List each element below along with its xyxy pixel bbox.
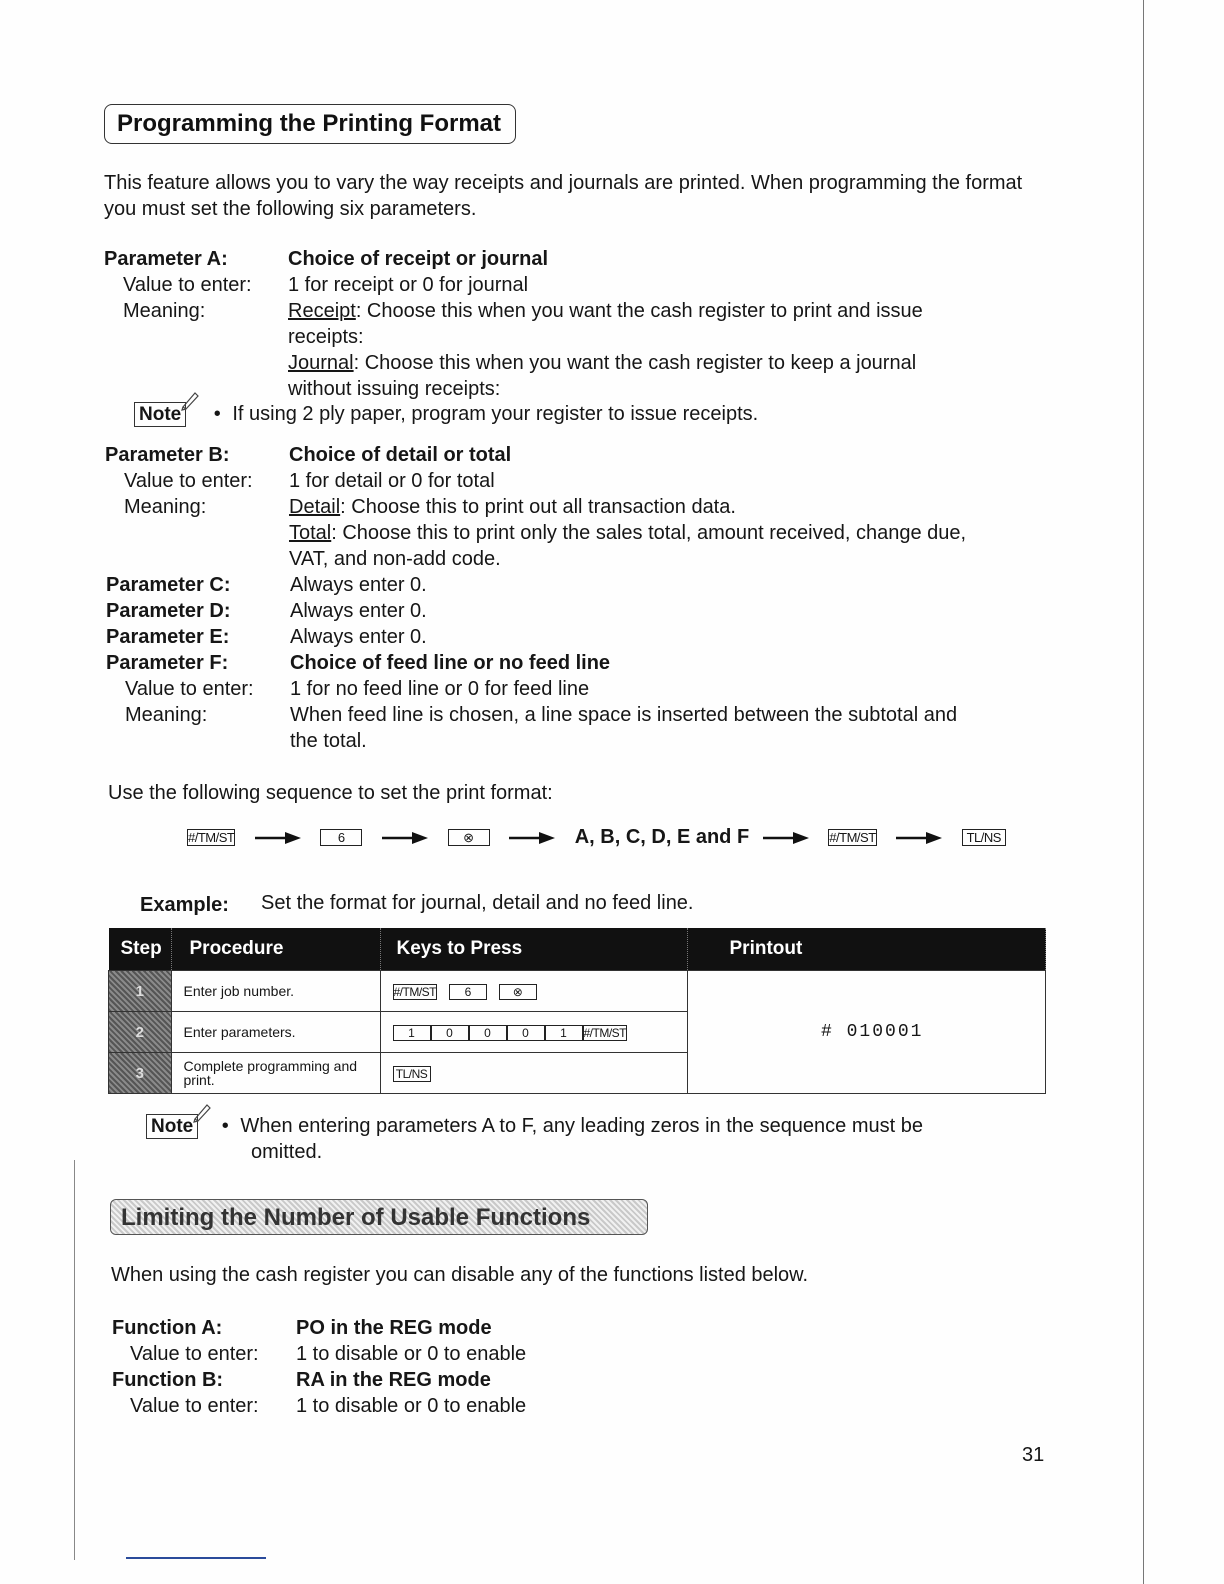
total-text: : Choose this to print only the sales total, amount received, change due, (331, 522, 967, 544)
param-f-meaning-2: the total. (290, 730, 367, 752)
receipt-text: : Choose this when you want the cash register to print and issue (355, 300, 923, 322)
journal-text: : Choose this when you want the cash register to keep a journal (353, 352, 917, 374)
page-number: 31 (1022, 1444, 1045, 1466)
param-e-label: Parameter E: (106, 626, 230, 648)
procedure-cell: Complete programming and print. (171, 1053, 380, 1094)
journal-term: Journal (288, 352, 354, 374)
example-text: Set the format for journal, detail and no feed line. (261, 892, 694, 914)
key-tm-st: #/TM/ST (583, 1025, 627, 1040)
intro-paragraph: This feature allows you to vary the way receipts and journals are printed. When programming the format you must set the following six parameters. (104, 172, 1023, 220)
function-b-value: 1 to disable or 0 to enable (296, 1395, 527, 1417)
step-number: 1 (109, 971, 172, 1012)
steps-table (108, 928, 1046, 1094)
note-2-bullet: • (221, 1115, 229, 1137)
param-b-meaning-label: Meaning: (124, 496, 207, 518)
sequence-intro: Use the following sequence to set the print format: (108, 782, 553, 804)
header-step: Step (109, 928, 172, 971)
function-b-value-label: Value to enter: (130, 1395, 259, 1417)
scan-margin-line (74, 1160, 75, 1560)
scan-bottom-line (126, 1557, 266, 1559)
note-1 (134, 401, 758, 427)
printout-cell: # 010001 (687, 971, 1046, 1094)
key-tl-ns: TL/NS (962, 829, 1006, 846)
function-b-label: Function B: (112, 1369, 224, 1391)
receipt-term: Receipt (288, 300, 356, 322)
param-b-total-line-2: VAT, and non-add code. (289, 548, 501, 570)
param-f-value: 1 for no feed line or 0 for feed line (290, 678, 590, 700)
param-a-label: Parameter A: (104, 248, 228, 270)
key-1: 1 (393, 1025, 431, 1041)
key-0: 0 (431, 1025, 469, 1041)
function-a-heading: PO in the REG mode (296, 1317, 492, 1339)
note-label: Note (146, 1114, 198, 1139)
procedure-cell: Enter job number. (171, 971, 380, 1012)
scan-edge-line (1143, 0, 1144, 1584)
example-label: Example: (140, 894, 229, 916)
function-a-label: Function A: (112, 1317, 223, 1339)
table-header-row (109, 928, 1046, 971)
step-number: 2 (109, 1012, 172, 1053)
param-a-receipt-line (288, 298, 923, 324)
param-b-value: 1 for detail or 0 for total (289, 470, 495, 492)
key-multiply: ⊗ (499, 984, 537, 1000)
header-procedure: Procedure (171, 928, 380, 971)
keys-cell (380, 1053, 687, 1094)
note-1-text: If using 2 ply paper, program your register to issue receipts. (232, 403, 759, 425)
param-b-heading: Choice of detail or total (289, 444, 512, 466)
note-label: Note (134, 402, 186, 427)
arrow-right-icon (255, 831, 301, 845)
param-e-text: Always enter 0. (290, 626, 427, 648)
function-a-value: 1 to disable or 0 to enable (296, 1343, 527, 1365)
header-printout: Printout (687, 928, 1046, 971)
param-b-label: Parameter B: (105, 444, 230, 466)
key-tm-st-2: #/TM/ST (829, 830, 876, 846)
param-d-label: Parameter D: (106, 600, 231, 622)
param-a-receipt-line-2: receipts: (288, 326, 364, 348)
pencil-icon (191, 1101, 213, 1123)
procedure-cell: Enter parameters. (171, 1012, 380, 1053)
param-a-value: 1 for receipt or 0 for journal (288, 274, 529, 296)
param-a-value-label: Value to enter: (123, 274, 252, 296)
arrow-right-icon (896, 831, 942, 845)
note-1-bullet: • (213, 403, 221, 425)
detail-term: Detail (289, 496, 341, 518)
key-sequence (187, 826, 1006, 854)
key-tl-ns: TL/NS (393, 1066, 431, 1082)
param-a-meaning-label: Meaning: (123, 300, 206, 322)
param-c-text: Always enter 0. (290, 574, 427, 596)
param-b-value-label: Value to enter: (124, 470, 253, 492)
param-b-detail-line (289, 494, 736, 520)
param-f-heading: Choice of feed line or no feed line (290, 652, 611, 674)
key-tm-st: #/TM/ST (393, 984, 437, 999)
step-number: 3 (109, 1053, 172, 1094)
header-keys: Keys to Press (380, 928, 687, 971)
key-1: 1 (545, 1025, 583, 1041)
param-a-heading: Choice of receipt or journal (288, 248, 549, 270)
note-2-text: When entering parameters A to F, any leading zeros in the sequence must be (240, 1115, 924, 1137)
key-multiply: ⊗ (448, 829, 490, 846)
detail-text: : Choose this to print out all transaction data. (340, 496, 736, 518)
arrow-right-icon (763, 831, 809, 845)
table-row (109, 971, 1046, 1012)
keys-cell (380, 1012, 687, 1053)
param-d-text: Always enter 0. (290, 600, 427, 622)
pencil-icon (179, 389, 201, 411)
total-term: Total (289, 522, 332, 544)
param-f-meaning: When feed line is chosen, a line space is inserted between the subtotal and (290, 704, 958, 726)
section-title-usable-functions: Limiting the Number of Usable Functions (110, 1199, 648, 1235)
function-b-heading: RA in the REG mode (296, 1369, 491, 1391)
param-f-meaning-label: Meaning: (125, 704, 208, 726)
arrow-right-icon (382, 831, 428, 845)
param-f-label: Parameter F: (106, 652, 229, 674)
key-tm-st: #/TM/ST (188, 830, 235, 846)
key-6: 6 (320, 829, 362, 846)
keys-cell (380, 971, 687, 1012)
section-2-intro: When using the cash register you can disable any of the functions listed below. (111, 1264, 809, 1286)
sequence-parameters: A, B, C, D, E and F (574, 826, 750, 849)
key-6: 6 (449, 984, 487, 1000)
param-b-total-line (289, 520, 966, 546)
param-c-label: Parameter C: (106, 574, 231, 596)
note-2 (146, 1113, 923, 1139)
note-2-text-2: omitted. (251, 1141, 323, 1163)
arrow-right-icon (509, 831, 555, 845)
key-0: 0 (469, 1025, 507, 1041)
param-a-journal-line (288, 350, 916, 376)
section-title-printing-format: Programming the Printing Format (104, 104, 516, 144)
function-a-value-label: Value to enter: (130, 1343, 259, 1365)
key-0: 0 (507, 1025, 545, 1041)
param-a-journal-line-2: without issuing receipts: (288, 378, 501, 400)
param-f-value-label: Value to enter: (125, 678, 254, 700)
